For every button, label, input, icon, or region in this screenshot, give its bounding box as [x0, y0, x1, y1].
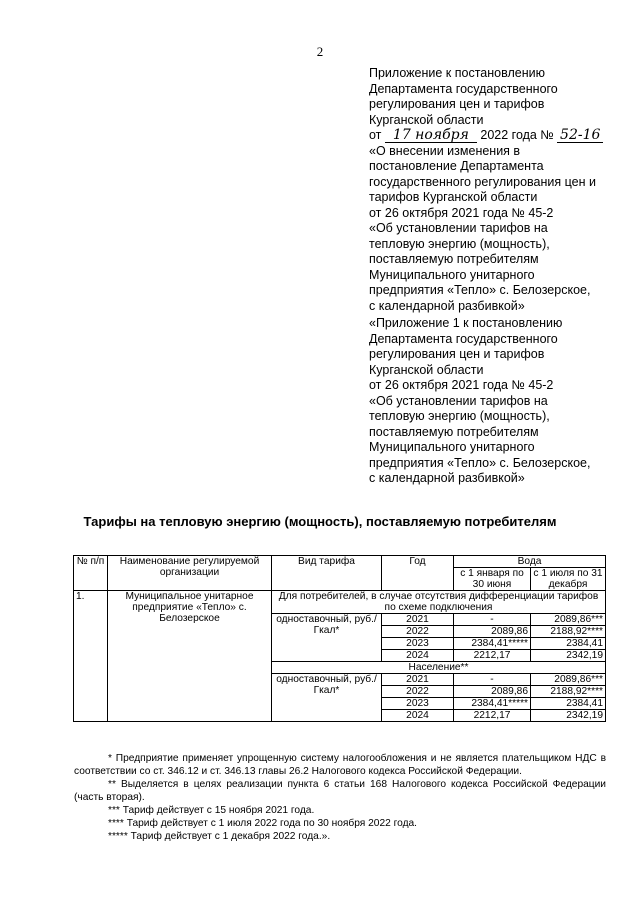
appendix-line: Департамента государственного — [369, 81, 558, 96]
header-num: № п/п — [74, 556, 108, 591]
value-cell: 2384,41***** — [454, 638, 531, 650]
appendix-line: Курганской области — [369, 362, 484, 377]
year-cell: 2022 — [382, 626, 454, 638]
appendix-line: «Об установлении тарифов на — [369, 221, 548, 235]
value-cell: 2089,86*** — [531, 614, 606, 626]
year-cell: 2021 — [382, 674, 454, 686]
value-cell: - — [454, 674, 531, 686]
appendix-line: тарифов Курганской области — [369, 190, 538, 204]
appendix-line: «Об установлении тарифов на — [369, 393, 548, 408]
value-cell: 2342,19 — [531, 710, 606, 722]
table-row — [74, 591, 606, 614]
value-cell: 2384,41***** — [454, 698, 531, 710]
appendix-line: «О внесении изменения в — [369, 143, 521, 158]
tariff-type: одноставочный, руб./Гкал* — [272, 674, 382, 722]
appendix-header — [369, 66, 619, 314]
year-cell: 2022 — [382, 686, 454, 698]
value-cell: 2384,41 — [531, 698, 606, 710]
section-label: Для потребителей, в случае отсутствия дифференциации тарифов по схеме подключения — [272, 591, 606, 614]
value-cell: 2212,17 — [454, 710, 531, 722]
footnote: * Предприятие применяет упрощенную систему налогообложения и не является плательщиком НДС в соответствии со ст. 346.12 и ст. 346.13 главы 26.2 Налогового кодекса Российской Федерации. — [74, 753, 606, 777]
appendix-line: поставляемую потребителям — [369, 424, 539, 439]
tariff-table — [73, 555, 606, 722]
appendix-line: с календарной разбивкой» — [369, 298, 525, 313]
row-number: 1. — [74, 591, 108, 722]
page-number: 2 — [316, 44, 324, 59]
appendix-line: от 26 октября 2021 года № 45-2 — [369, 378, 554, 392]
year-cell: 2023 — [382, 638, 454, 650]
date-prefix: от — [369, 128, 382, 142]
value-cell: 2188,92**** — [531, 626, 606, 638]
section-label: Население** — [272, 662, 606, 674]
value-cell: 2089,86 — [454, 626, 531, 638]
document-title: Тарифы на тепловую энергию (мощность), поставляемую потребителям — [83, 514, 557, 529]
year-cell: 2021 — [382, 614, 454, 626]
header-type: Вид тарифа — [272, 556, 382, 591]
appendix-line: «Приложение 1 к постановлению — [369, 316, 563, 330]
value-cell: 2089,86*** — [531, 674, 606, 686]
appendix-line: Муниципального унитарного — [369, 267, 535, 282]
footnote: **** Тариф действует с 1 июля 2022 года по 30 ноября 2022 года. — [108, 818, 418, 829]
org-name: Муниципальное унитарное предприятие «Тепло» с. Белозерское — [108, 591, 272, 722]
value-cell: 2342,19 — [531, 650, 606, 662]
appendix-line: Курганской области — [369, 112, 484, 127]
handwritten-number: 52-16 — [557, 128, 603, 143]
appendix-line: Приложение к постановлению — [369, 66, 545, 80]
value-cell: 2384,41 — [531, 638, 606, 650]
value-cell: 2188,92**** — [531, 686, 606, 698]
appendix-line: поставляемую потребителям — [369, 252, 539, 266]
header-half1: с 1 января по 30 июня — [454, 568, 531, 591]
year-text: 2022 года № — [480, 128, 554, 142]
tariff-type: одноставочный, руб./Гкал* — [272, 614, 382, 662]
footnote: ** Выделяется в целях реализации пункта 6 статьи 168 Налогового кодекса Российской Федерации (часть вторая). — [74, 779, 606, 803]
appendix-line: постановление Департамента — [369, 159, 544, 173]
footnote: *** Тариф действует с 15 ноября 2021 года. — [108, 805, 315, 816]
appendix-line: с календарной разбивкой» — [369, 471, 525, 485]
header-half2: с 1 июля по 31 декабря — [531, 568, 606, 591]
header-year: Год — [382, 556, 454, 591]
header-org: Наименование регулируемой организации — [108, 556, 272, 591]
appendix-line: тепловую энергию (мощность), — [369, 409, 550, 423]
appendix-line: регулирования цен и тарифов — [369, 97, 545, 111]
footnotes — [74, 752, 606, 843]
appendix-line: регулирования цен и тарифов — [369, 347, 545, 361]
appendix-line: предприятия «Тепло» с. Белозерское, — [369, 455, 591, 470]
appendix-line: от 26 октября 2021 года № 45-2 — [369, 205, 554, 220]
value-cell: 2089,86 — [454, 686, 531, 698]
appendix-line: Муниципального унитарного — [369, 440, 535, 454]
appendix-line: предприятия «Тепло» с. Белозерское, — [369, 283, 591, 297]
appendix-line: тепловую энергию (мощность), — [369, 236, 550, 251]
handwritten-date: 17 ноября — [385, 128, 477, 143]
appendix-line: Департамента государственного — [369, 331, 558, 346]
value-cell: - — [454, 614, 531, 626]
decree-date-line — [369, 128, 619, 144]
appendix-quoted — [369, 316, 619, 487]
footnote: ***** Тариф действует с 1 декабря 2022 года.». — [108, 831, 331, 842]
table-header-row — [74, 556, 606, 568]
header-water: Вода — [454, 556, 606, 568]
year-cell: 2024 — [382, 650, 454, 662]
value-cell: 2212,17 — [454, 650, 531, 662]
year-cell: 2023 — [382, 698, 454, 710]
year-cell: 2024 — [382, 710, 454, 722]
appendix-line: государственного регулирования цен и — [369, 174, 596, 189]
